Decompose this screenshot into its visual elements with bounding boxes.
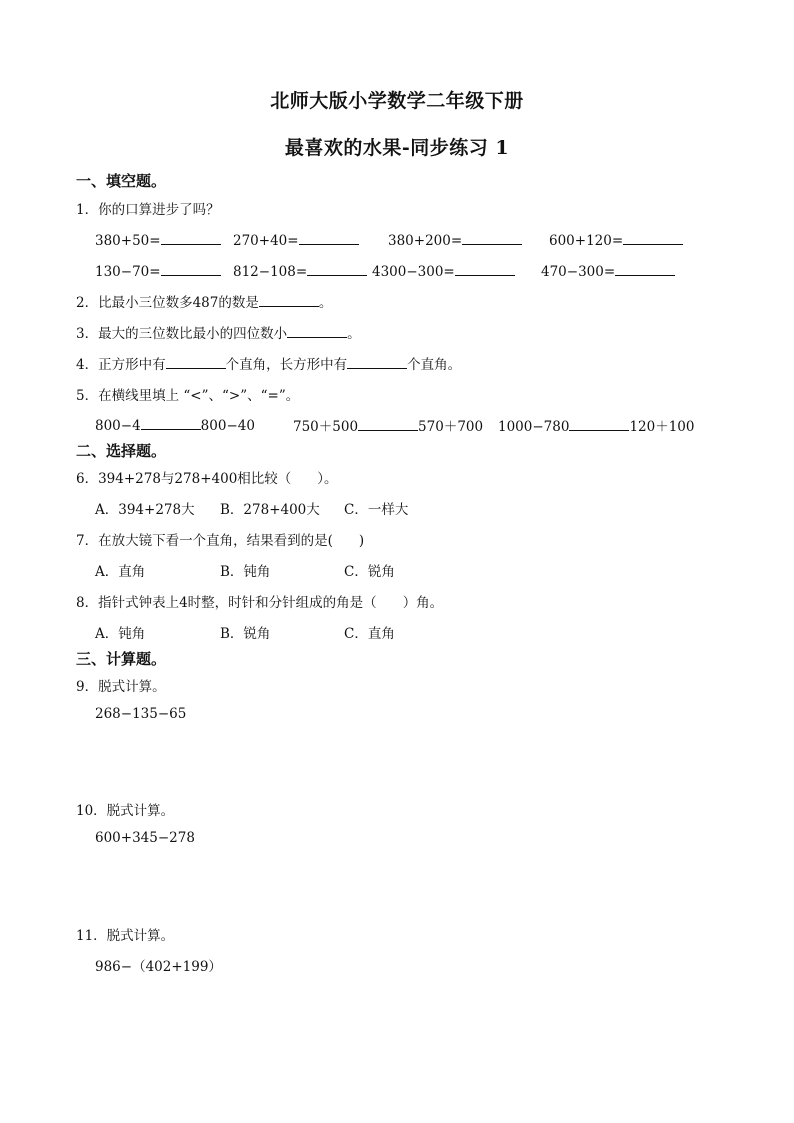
question-4-end: 个直角。 xyxy=(407,357,462,373)
question-9-text: 9．脱式计算。 xyxy=(76,679,166,695)
question-7-end: ) xyxy=(358,533,365,549)
answer-blank[interactable] xyxy=(455,261,515,276)
q1-r1-item-3 xyxy=(388,230,522,249)
question-7 xyxy=(76,529,364,549)
question-9-expression: 268−135−65 xyxy=(95,706,187,722)
question-6 xyxy=(76,467,338,487)
section-choice-heading: 二、选择题。 xyxy=(76,442,167,460)
question-8-end: ）角。 xyxy=(402,595,444,611)
question-8-text: 8．指针式钟表上4时整，时针和分针组成的角是（ xyxy=(76,595,377,611)
q1-r1-expr-1: 380+50= xyxy=(95,233,161,249)
question-3-text: 3．最大的三位数比最小的四位数小 xyxy=(76,326,288,342)
q5-left-2: 750＋500 xyxy=(293,419,359,435)
question-11-expression: 986−（402+199） xyxy=(95,959,222,975)
document-title: 北师大版小学数学二年级下册 xyxy=(270,90,524,112)
question-3 xyxy=(76,322,361,342)
q1-r2-expr-3: 4300−300= xyxy=(372,264,455,280)
question-7-text: 7．在放大镜下看一个直角，结果看到的是( xyxy=(76,533,333,549)
q1-r2-expr-4: 470−300= xyxy=(541,264,616,280)
section-fill-heading: 一、填空题。 xyxy=(76,172,167,190)
answer-blank[interactable] xyxy=(358,416,418,431)
question-2 xyxy=(76,291,332,311)
question-10-text: 10．脱式计算。 xyxy=(76,803,175,819)
q7-option-a[interactable]: A．直角 xyxy=(95,564,146,580)
q5-right-1: 800−40 xyxy=(200,418,255,434)
section-calc-heading: 三、计算题。 xyxy=(76,650,167,668)
answer-blank[interactable] xyxy=(307,261,367,276)
answer-blank[interactable] xyxy=(615,261,675,276)
answer-blank[interactable] xyxy=(161,230,221,245)
q7-option-b[interactable]: B．钝角 xyxy=(220,564,271,580)
q1-r2-expr-2: 812−108= xyxy=(233,264,308,280)
q1-r2-item-2 xyxy=(233,261,367,280)
q5-item-3 xyxy=(498,415,694,435)
answer-blank[interactable] xyxy=(161,261,221,276)
q5-right-2: 570＋700 xyxy=(418,419,484,435)
q1-r2-item-4 xyxy=(541,261,675,280)
question-3-end: 。 xyxy=(347,326,361,342)
q8-option-b[interactable]: B．锐角 xyxy=(220,626,271,642)
q1-r1-item-2 xyxy=(233,230,359,249)
question-10-expression: 600+345−278 xyxy=(95,830,195,846)
q1-r1-item-1 xyxy=(95,230,221,249)
q1-r1-expr-4: 600+120= xyxy=(549,233,624,249)
answer-blank[interactable] xyxy=(141,415,201,430)
q6-option-b[interactable]: B．278+400大 xyxy=(220,502,320,518)
answer-blank[interactable] xyxy=(259,292,319,307)
q1-r2-expr-1: 130−70= xyxy=(95,264,161,280)
q6-option-c[interactable]: C．一样大 xyxy=(344,502,409,518)
q8-option-c[interactable]: C．直角 xyxy=(344,626,395,642)
question-5-text: 5．在横线里填上 “<”、“>”、“=”。 xyxy=(76,388,300,404)
answer-blank[interactable] xyxy=(569,416,629,431)
question-6-end: ）。 xyxy=(317,471,338,487)
q1-r1-expr-3: 380+200= xyxy=(388,233,463,249)
question-2-end: 。 xyxy=(318,295,333,311)
q8-option-a[interactable]: A．钝角 xyxy=(95,626,146,642)
answer-blank[interactable] xyxy=(166,354,226,369)
answer-blank[interactable] xyxy=(462,230,522,245)
q5-left-3: 1000−780 xyxy=(498,419,570,435)
question-6-text: 6．394+278与278+400相比较（ xyxy=(76,471,292,487)
question-4 xyxy=(76,353,461,373)
q5-left-1: 800−4 xyxy=(95,418,141,434)
question-11-text: 11．脱式计算。 xyxy=(76,928,175,944)
q6-option-a[interactable]: A．394+278大 xyxy=(95,502,195,518)
answer-blank[interactable] xyxy=(299,230,359,245)
question-8 xyxy=(76,591,443,611)
q1-r1-expr-2: 270+40= xyxy=(233,233,299,249)
q1-r2-item-1 xyxy=(95,261,221,280)
answer-blank[interactable] xyxy=(623,230,683,245)
q5-item-2 xyxy=(293,415,483,435)
question-4-mid: 个直角，长方形中有 xyxy=(225,357,348,373)
q5-right-3: 120＋100 xyxy=(629,419,695,435)
q1-r1-item-4 xyxy=(549,230,683,249)
q5-item-1 xyxy=(95,415,255,434)
answer-blank[interactable] xyxy=(347,354,407,369)
document-subtitle: 最喜欢的水果-同步练习 1 xyxy=(284,137,510,159)
q7-option-c[interactable]: C．锐角 xyxy=(344,564,395,580)
question-2-text: 2．比最小三位数多487的数是 xyxy=(76,295,259,311)
q1-r2-item-3 xyxy=(372,261,515,280)
question-4-text: 4．正方形中有 xyxy=(76,357,166,373)
question-1-text: 1．你的口算进步了吗？ xyxy=(76,202,220,218)
answer-blank[interactable] xyxy=(287,323,347,338)
